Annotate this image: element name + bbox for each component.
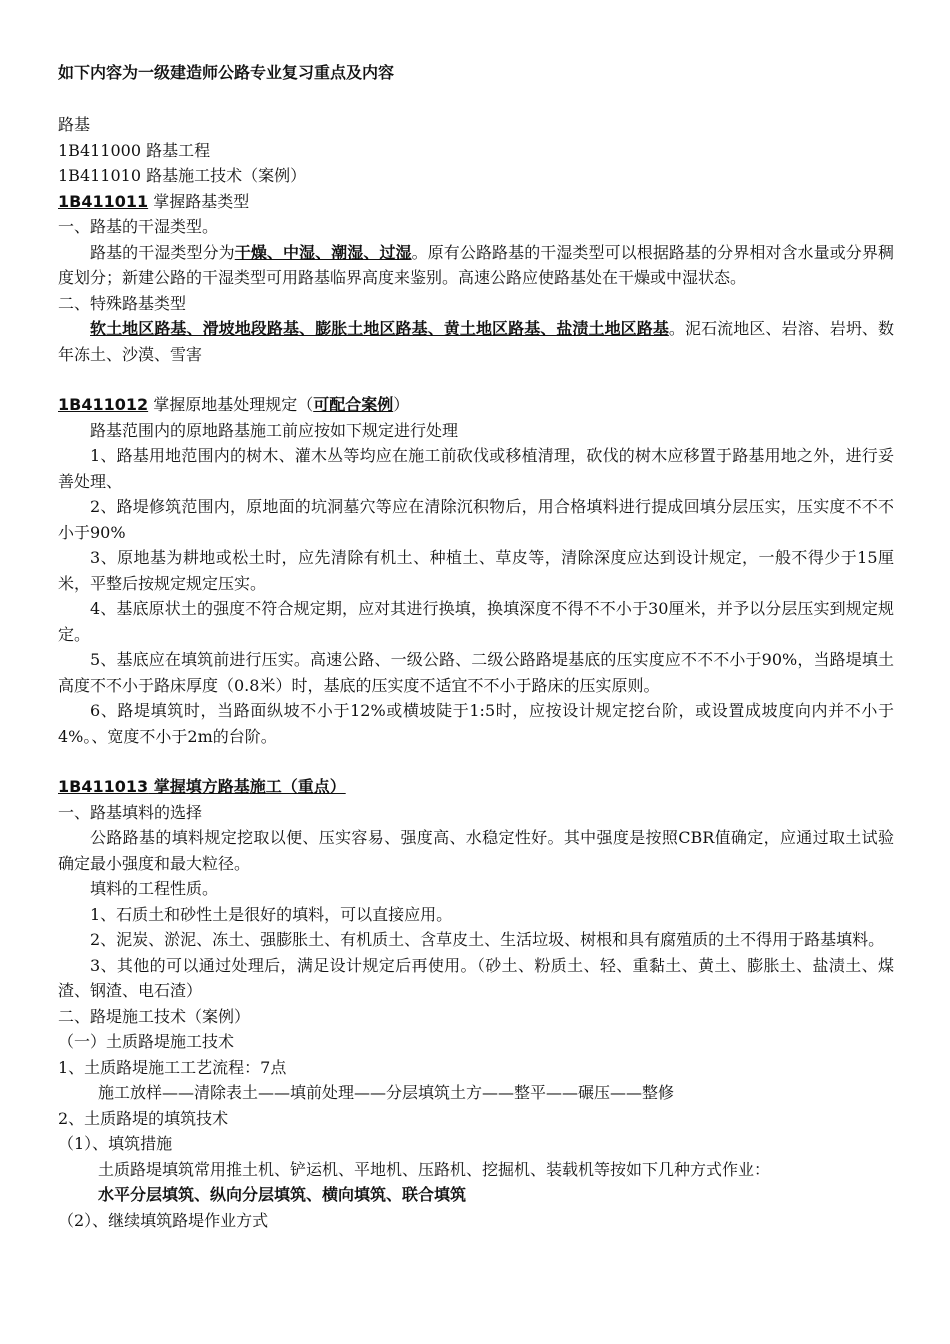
subheading: 一、路基填料的选择	[58, 802, 203, 822]
subheading: （1）、填筑措施	[58, 1134, 173, 1153]
paragraph: 5、基底应在填筑前进行压实。高速公路、一级公路、二级公路路堤基底的压实度应不不不小于90%，当路堤填土高度不不小于路床厚度（0.8米）时，基底的压实度不适宜不不小于路床的压实原则。	[58, 650, 894, 695]
subheading: 1、土质路堤施工工艺流程：7点	[58, 1057, 287, 1077]
paragraph: 土质路堤填筑常用推土机、铲运机、平地机、压路机、挖掘机、装载机等按如下几种方式作业：	[98, 1159, 771, 1179]
section-code: 1B411012	[58, 395, 149, 414]
paragraph: 1、石质土和砂性土是很好的填料，可以直接应用。	[90, 904, 453, 924]
paragraph: 4、基底原状土的强度不符合规定期，应对其进行换填，换填深度不得不不小于30厘米，并予以分层压实到规定规定。	[58, 599, 894, 644]
paragraph: 3、其他的可以通过处理后，满足设计规定后再使用。（砂土、粉质土、轻、重黏土、黄土、膨胀土、盐渍土、煤渣、钢渣、电石渣）	[58, 955, 894, 1000]
emphasis-line: 水平分层填筑、纵向分层填筑、横向填筑、联合填筑	[98, 1185, 467, 1204]
line-chapter: 1B411000 路基工程	[58, 140, 211, 160]
subheading: 二、特殊路基类型	[58, 293, 187, 313]
section-heading-1b411012: 1B411012 掌握原地基处理规定（可配合案例）	[58, 395, 410, 414]
paragraph: 2、路堤修筑范围内，原地面的坑洞墓穴等应在清除沉积物后，用合格填料进行提成回填分层压实，压实度不不不小于90%	[58, 497, 894, 542]
paragraph: 软土地区路基、滑坡地段路基、膨胀土地区路基、黄土地区路基、盐渍土地区路基。泥石流地区、岩溶、岩坍、数年冻土、沙漠、雪害	[58, 319, 894, 364]
subheading: （一）土质路堤施工技术	[58, 1032, 235, 1051]
paragraph: 6、路堤填筑时，当路面纵坡不小于12%或横坡陡于1:5时，应按设计规定挖台阶，或设置成坡度向内并不小于4%。、宽度不小于2m的台阶。	[58, 701, 894, 746]
paragraph: 公路路基的填料规定挖取以便、压实容易、强度高、水稳定性好。其中强度是按照CBR值确定，应通过取土试验确定最小强度和最大粒径。	[58, 828, 894, 873]
emphasis: 干燥、中湿、潮湿、过湿	[234, 242, 412, 262]
paragraph: 2、泥炭、淤泥、冻土、强膨胀土、有机质土、含草皮土、生活垃圾、树根和具有腐殖质的土不得用于路基填料。	[90, 930, 885, 949]
section-title: 掌握填方路基施工（重点）	[148, 777, 346, 796]
paragraph: 路基的干湿类型分为干燥、中湿、潮湿、过湿。原有公路路基的干湿类型可以根据路基的分界相对含水量或分界稠度划分；新建公路的干湿类型可用路基临界高度来鉴别。高速公路应使路基处在干燥或中湿状态。	[58, 242, 894, 287]
subheading: 2、土质路堤的填筑技术	[58, 1108, 229, 1128]
emphasis: 可配合案例	[313, 395, 394, 414]
subheading: 二、路堤施工技术（案例）	[58, 1006, 251, 1026]
section-title: 掌握路基类型	[148, 191, 250, 211]
section-heading-1b411013	[58, 774, 894, 800]
paragraph: 1、路基用地范围内的树木、灌木丛等均应在施工前砍伐或移植清理，砍伐的树木应移置于路基用地之外，进行妥善处理、	[58, 446, 894, 491]
subheading: （2）、继续填筑路堤作业方式	[58, 1210, 269, 1230]
paragraph: 路基范围内的原地路基施工前应按如下规定进行处理	[90, 420, 459, 440]
line-section: 1B411010 路基施工技术（案例）	[58, 166, 307, 185]
paragraph: 3、原地基为耕地或松土时，应先清除有机土、种植土、草皮等，清除深度应达到设计规定，一般不得少于15厘米，平整后按规定规定压实。	[58, 548, 894, 593]
line-roadbed: 路基	[58, 115, 91, 134]
emphasis: 软土地区路基、滑坡地段路基、膨胀土地区路基、黄土地区路基、盐渍土地区路基	[90, 319, 669, 338]
document-title: 如下内容为一级建造师公路专业复习重点及内容	[58, 63, 395, 82]
subheading: 一、路基的干湿类型。	[58, 217, 219, 236]
section-heading-1b411011	[58, 189, 894, 215]
process-flow: 施工放样——清除表土——填前处理——分层填筑土方——整平——碾压——整修	[98, 1083, 675, 1102]
section-code: 1B411013	[58, 777, 149, 796]
section-code: 1B411011	[58, 191, 149, 211]
paragraph: 填料的工程性质。	[90, 879, 219, 898]
document-page	[58, 60, 894, 1233]
